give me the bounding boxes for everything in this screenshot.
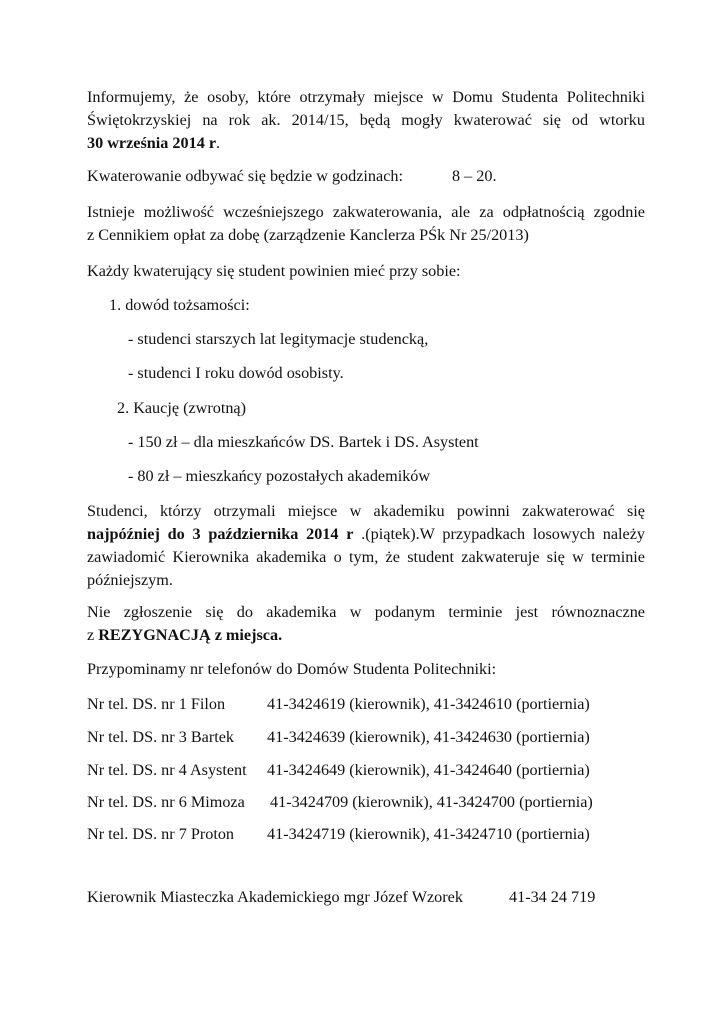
deadline-line-1: Studenci, którzy otrzymali miejsce w akademiku powinni zakwaterować się (87, 502, 645, 520)
phone-row-name: Nr tel. DS. nr 7 Proton (87, 825, 235, 843)
deadline-line-2 (87, 523, 645, 546)
resignation-paragraph (87, 601, 645, 647)
phone-row-numbers: 41-3424649 (kierownik), 41-3424640 (portiernia) (267, 761, 590, 779)
requirement-item-1b: - studenci I roku dowód osobisty. (128, 364, 344, 382)
phone-row-numbers: 41-3424719 (kierownik), 41-3424710 (portiernia) (267, 825, 590, 843)
intro-date: 30 września 2014 r (87, 134, 217, 152)
requirement-item-2a: - 150 zł – dla mieszkańców DS. Bartek i DS. Asystent (128, 433, 479, 451)
requirement-item-2b: - 80 zł – mieszkańcy pozostałych akademików (128, 467, 431, 485)
deadline-after: .(piątek).W przypadkach losowych należy (353, 525, 645, 543)
deadline-paragraph (87, 500, 645, 592)
intro-paragraph (87, 86, 645, 155)
resignation-prefix: z (87, 626, 99, 644)
early-line-2: z Cennikiem opłat za dobę (zarządzenie Kanclerza PŚk Nr 25/2013) (87, 226, 529, 244)
hours-line (87, 165, 403, 188)
signature: Kierownik Miasteczka Akademickiego mgr Józef Wzorek (87, 888, 463, 906)
intro-line-2: Świętokrzyskiej na rok ak. 2014/15, będą mogły kwaterować się od wtorku (87, 111, 645, 129)
hours-label: Kwaterowanie odbywać się będzie w godzinach: (87, 167, 403, 185)
requirements-intro: Każdy kwaterujący się student powinien mieć przy sobie: (87, 262, 461, 280)
intro-date-end: . (216, 134, 221, 152)
requirement-item-1: 1. dowód tożsamości: (109, 296, 250, 314)
deadline-date: najpóźniej do 3 października 2014 r (87, 525, 354, 543)
phones-intro: Przypominamy nr telefonów do Domów Studenta Politechniki: (87, 660, 497, 678)
early-paragraph (87, 201, 645, 247)
phone-row-name: Nr tel. DS. nr 3 Bartek (87, 728, 235, 746)
phone-row-numbers: 41-3424639 (kierownik), 41-3424630 (portiernia) (267, 728, 590, 746)
intro-line-1: Informujemy, że osoby, które otrzymały miejsce w Domu Studenta Politechniki (87, 88, 645, 106)
hours-value: 8 – 20. (452, 167, 497, 185)
resignation-bold: REZYGNACJĄ z miejsca. (98, 626, 283, 644)
resignation-line-1: Nie zgłoszenie się do akademika w podanym terminie jest równoznaczne (87, 603, 645, 621)
signature-phone: 41-34 24 719 (509, 888, 596, 906)
hours-value-wrap (452, 165, 497, 188)
deadline-line-4: późniejszym. (87, 571, 173, 589)
phone-row-name: Nr tel. DS. nr 6 Mimoza (87, 793, 245, 811)
requirement-item-2: 2. Kaucję (zwrotną) (117, 399, 246, 417)
requirement-item-1a: - studenci starszych lat legitymacje studencką, (128, 330, 429, 348)
resignation-line-2 (87, 624, 645, 647)
deadline-line-3: zawiadomić Kierownika akademika o tym, że student zakwateruje się w terminie (87, 548, 645, 566)
phone-row-name: Nr tel. DS. nr 1 Filon (87, 695, 226, 713)
phone-row-numbers: 41-3424709 (kierownik), 41-3424700 (portiernia) (270, 793, 593, 811)
phone-row-name: Nr tel. DS. nr 4 Asystent (87, 761, 247, 779)
intro-line-3 (87, 132, 645, 155)
phone-row-numbers: 41-3424619 (kierownik), 41-3424610 (portiernia) (267, 695, 590, 713)
early-line-1: Istnieje możliwość wcześniejszego zakwaterowania, ale za odpłatnością zgodnie (87, 203, 645, 221)
